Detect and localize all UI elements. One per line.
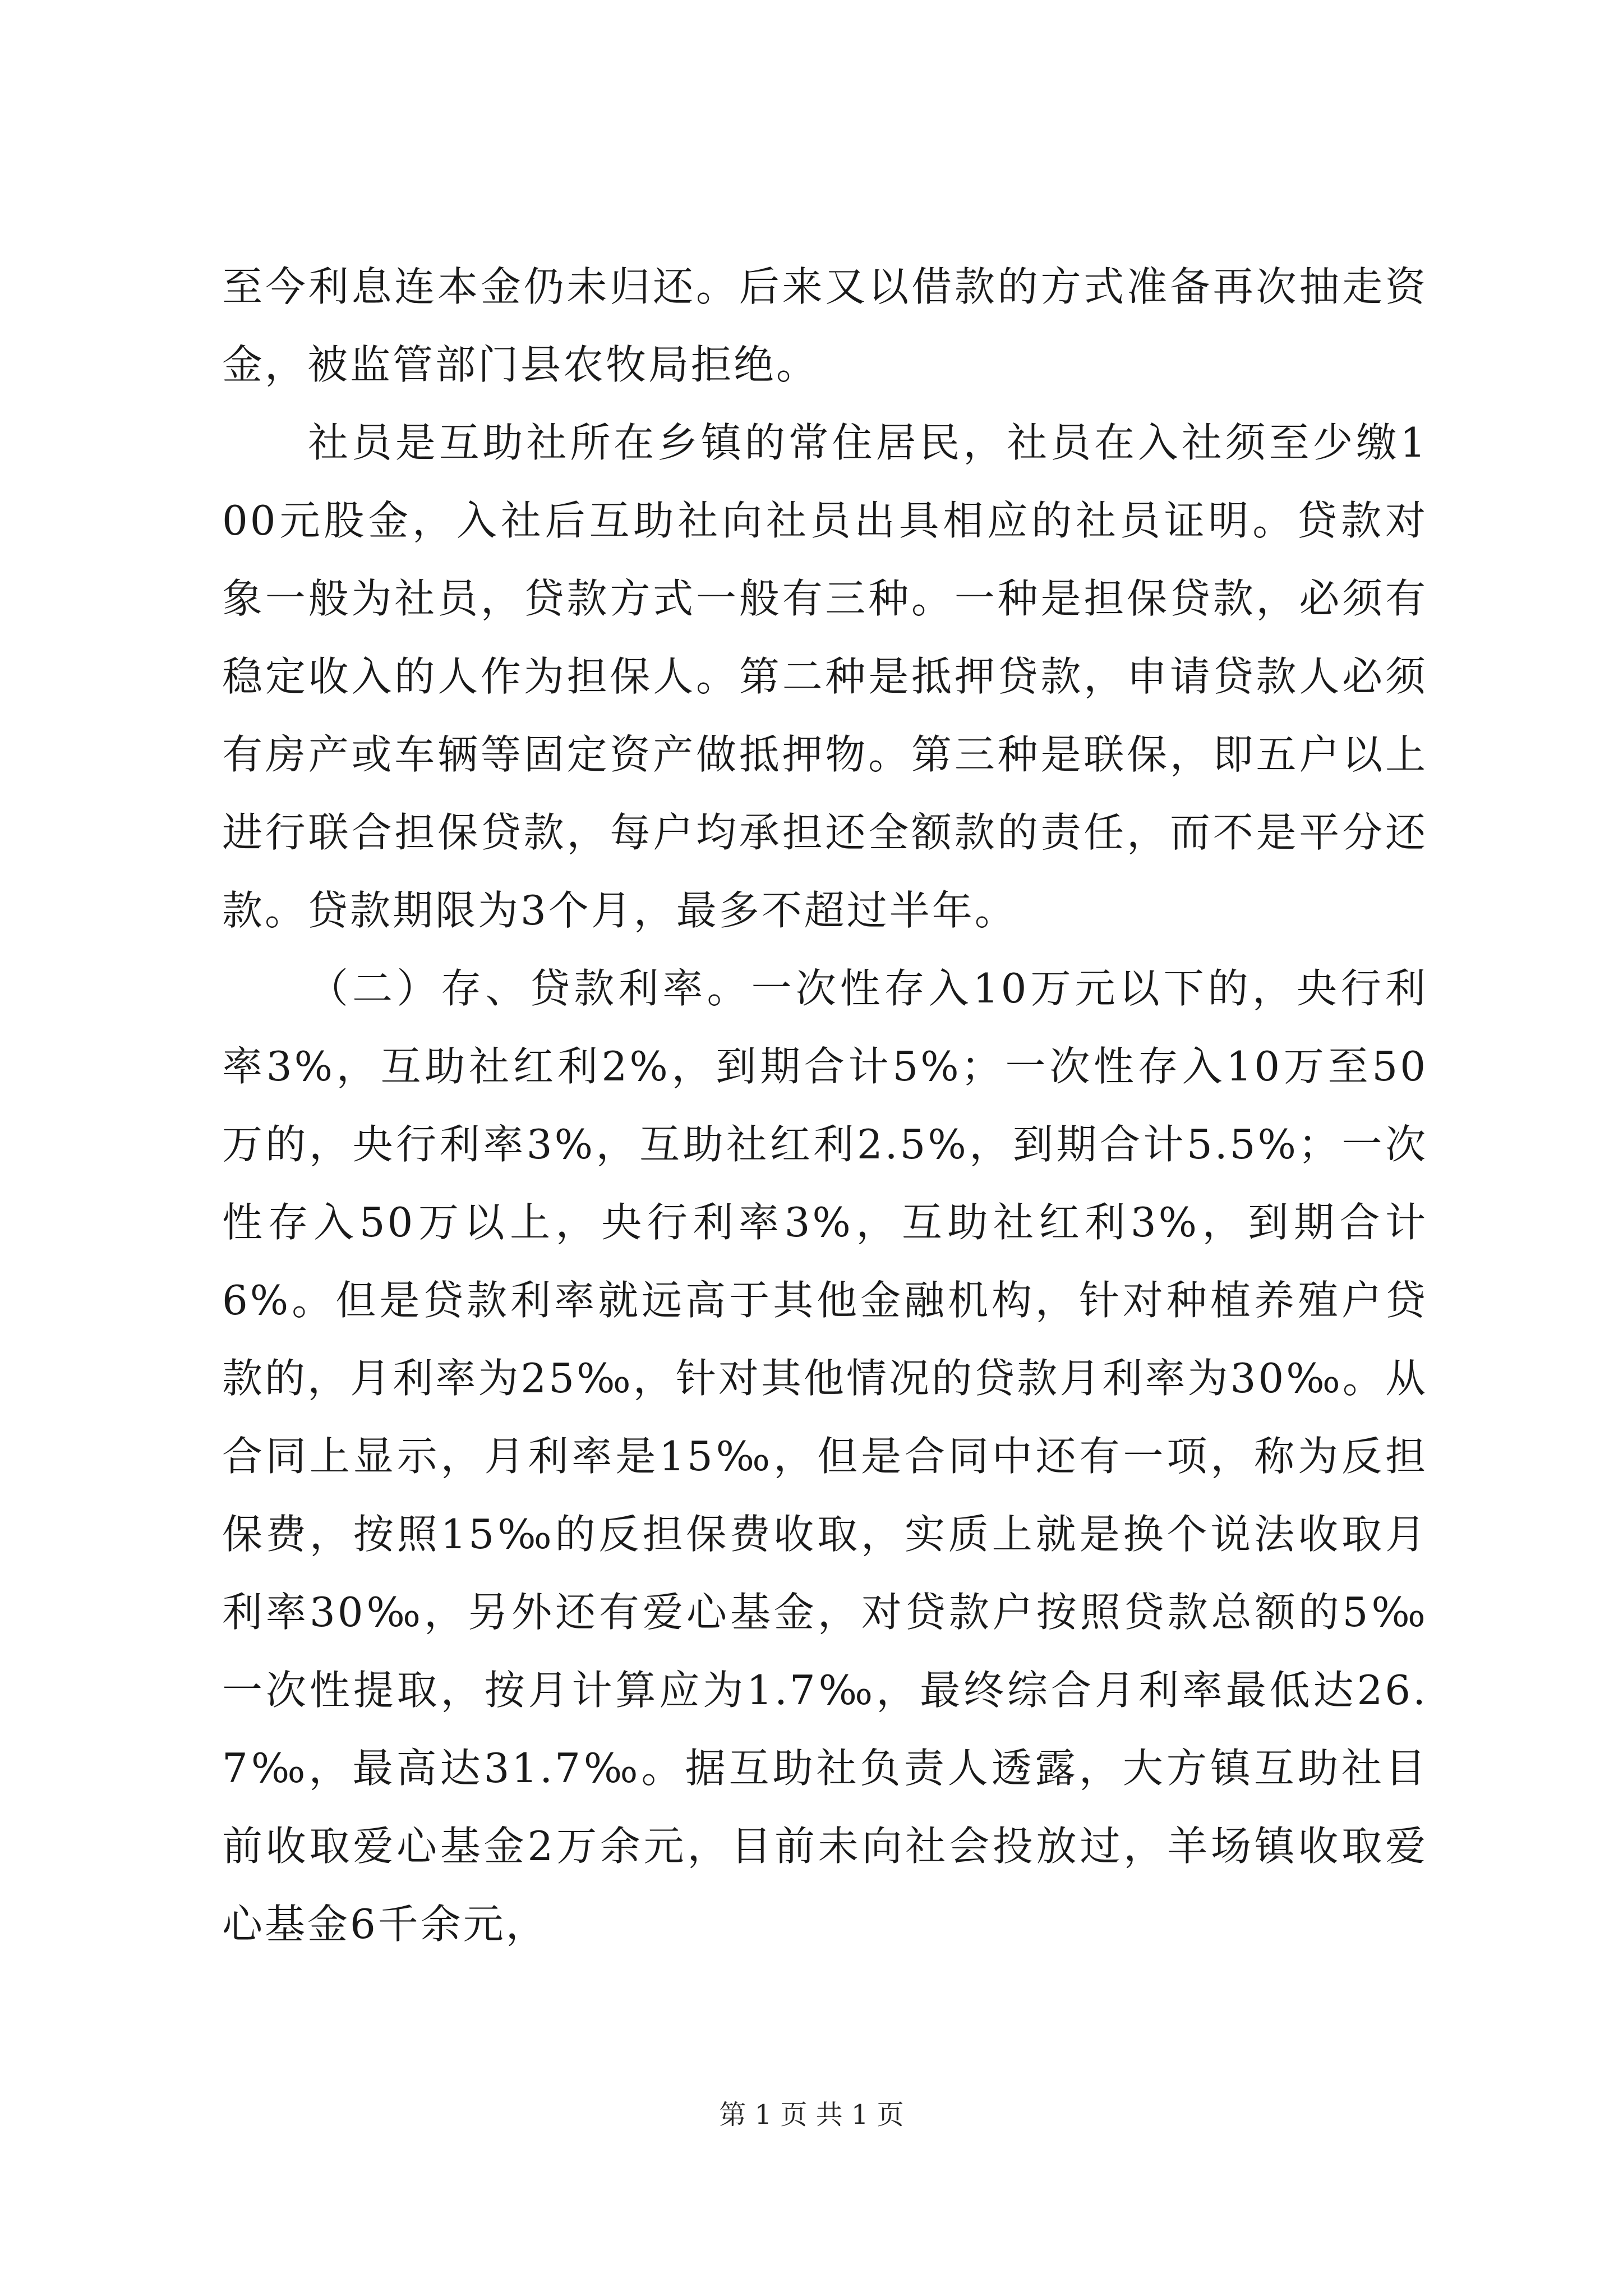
document-body [222,248,1428,1963]
paragraph-1: 至今利息连本金仍未归还。后来又以借款的方式准备再次抽走资金，被监管部门县农牧局拒绝。 [222,263,1428,388]
paragraph-2: 社员是互助社所在乡镇的常住居民，社员在入社须至少缴100元股金，入社后互助社向社员出具相应的社员证明。贷款对象一般为社员，贷款方式一般有三种。一种是担保贷款，必须有稳定收入的人作为担保人。第二种是抵押贷款，申请贷款人必须有房产或车辆等固定资产做抵押物。第三种是联保，即五户以上进行联合担保贷款，每户均承担还全额款的责任，而不是平分还款。贷款期限为3个月，最多不超过半年。 [222,419,1428,934]
page-footer: 第 1 页 共 1 页 [719,2099,904,2131]
paragraph-3: （二）存、贷款利率。一次性存入10万元以下的，央行利率3%，互助社红利2%，到期合计5%；一次性存入10万至50万的，央行利率3%，互助社红利2.5%，到期合计5.5%；一次性存入50万以上，央行利率3%，互助社红利3%，到期合计6%。但是贷款利率就远高于其他金融机构，针对种植养殖户贷款的，月利率为25‰，针对其他情况的贷款月利率为30‰。从合同上显示，月利率是15‰，但是合同中还有一项，称为反担保费，按照15‰的反担保费收取，实质上就是换个说法收取月利率30‰，另外还有爱心基金，对贷款户按照贷款总额的5‰一次性提取，按月计算应为1.7‰，最终综合月利率最低达26.7‰，最高达31.7‰。据互助社负责人透露，大方镇互助社目前收取爱心基金2万余元，目前未向社会投放过，羊场镇收取爱心基金6千余元， [222,965,1428,1948]
